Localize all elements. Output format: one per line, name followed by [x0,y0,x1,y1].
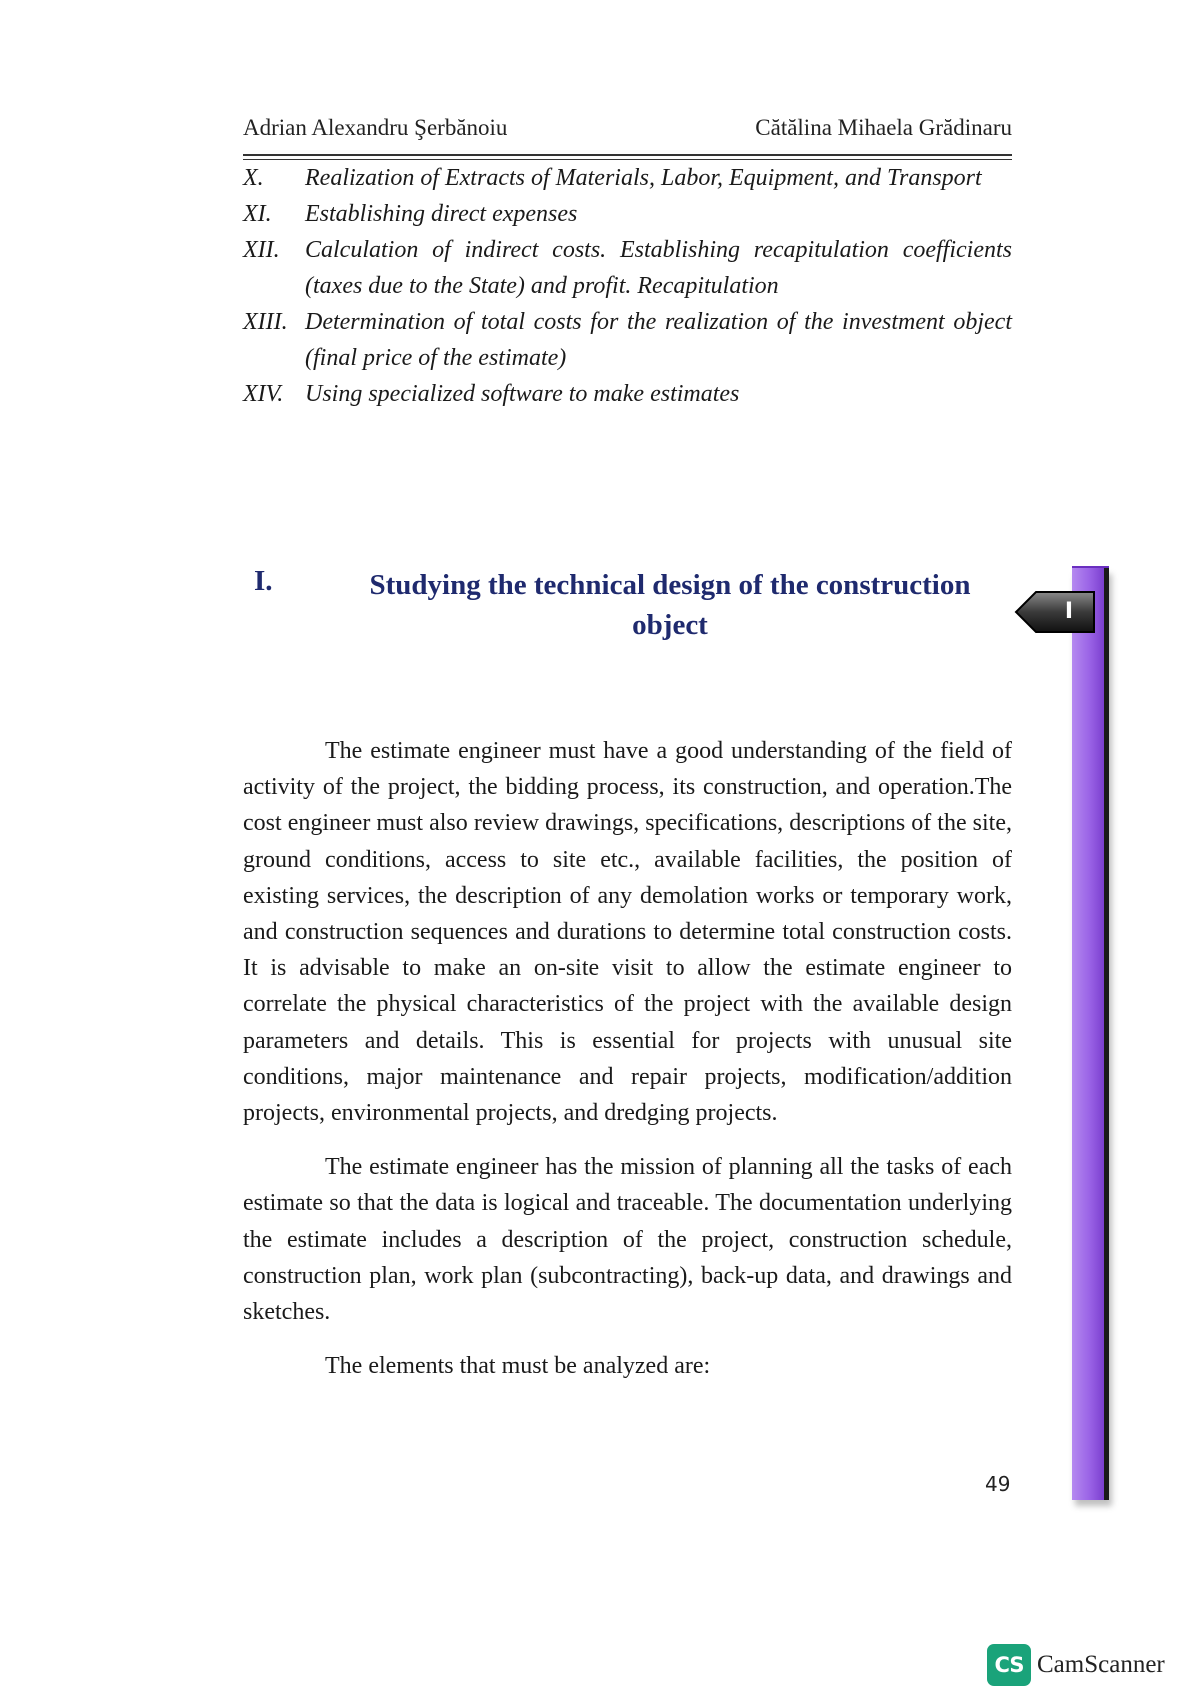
paragraph: The estimate engineer must have a good understanding of the field of activity of the project, the bidding process, its construction, and operation.The cost engineer must also review drawings, specifications, descriptions of the site, ground conditions, access to site etc., available facilities, the position of existing services, the description of any demolation works or temporary work, and construction sequences and durations to determine total construction costs. It is advisable to make an on-site visit to allow the estimate engineer to correlate the physical characteristics of the project with the available design parameters and details. This is essential for projects with unusual site conditions, major maintenance and repair projects, modification/addition projects, environmental projects, and dredging projects. [243,738,1012,1127]
outline-item-text: Determination of total costs for the realization of the investment object (final price of the estimate) [305,309,1012,371]
outline-item-number: XIII. [243,309,288,335]
running-header [243,112,1012,148]
header-author-right: Cătălina Mihaela Grădinaru [755,115,1012,140]
outline-item-text: Using specialized software to make estimates [305,381,740,407]
chapter-number: I. [254,565,273,597]
camscanner-watermark [987,1643,1165,1687]
outline-item [243,196,1012,232]
page-number: 49 [985,1472,1011,1496]
paragraph: The estimate engineer has the mission of planning all the tasks of each estimate so that the data is logical and traceable. The documentation underlying the estimate includes a description of the project, construction schedule, construction plan, work plan (subcontracting), back-up data, and drawings and sketches. [243,1154,1012,1326]
chapter-tab-label: I [1064,599,1074,624]
header-author-left: Adrian Alexandru Şerbănoiu [243,115,508,140]
outline-item [243,232,1012,304]
chapter-side-bar [1072,568,1109,1500]
outline-item [243,376,1012,412]
chapter-tab [1014,589,1096,635]
outline-item-number: X. [243,165,264,191]
body-text [243,733,1012,1402]
outline-item-text: Establishing direct expenses [305,201,578,227]
camscanner-brand: CamScanner [1037,1651,1165,1678]
header-rule [243,154,1012,156]
outline-item-text: Calculation of indirect costs. Establishing recapitulation coefficients (taxes due to the State) and profit. Recapitulation [305,237,1012,299]
outline-item-text: Realization of Extracts of Materials, Labor, Equipment, and Transport [305,165,982,191]
outline-list [243,160,1012,412]
paragraph: The elements that must be analyzed are: [325,1353,711,1380]
outline-item [243,304,1012,376]
outline-item [243,160,1012,196]
outline-item-number: XIV. [243,381,284,407]
chapter-title: Studying the technical design of the construction object [369,569,971,641]
camscanner-logo-icon: CS [987,1644,1031,1686]
outline-item-number: XII. [243,237,280,263]
outline-item-number: XI. [243,201,272,227]
